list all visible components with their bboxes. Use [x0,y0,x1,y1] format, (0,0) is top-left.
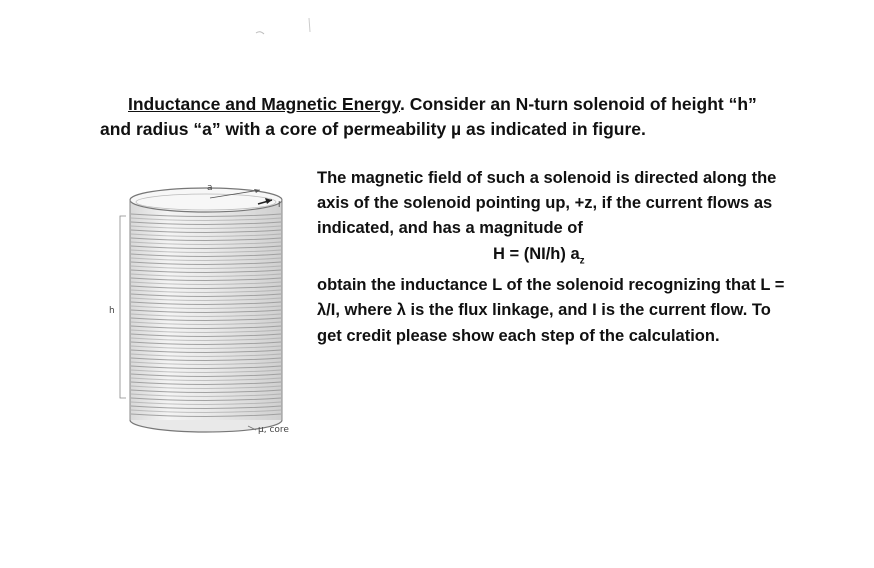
label-core: µ, core [258,425,289,435]
field-equation [317,242,797,274]
heading-line2: and radius “a” with a core of permeability µ as indicated in figure. [100,119,646,139]
body-paragraph-1: The magnetic field of such a solenoid is directed along the axis of the solenoid pointing up, +z, if the current flows as indicated, and has a magnitude of [317,169,777,238]
title-period: . [399,94,405,114]
problem-heading [100,92,800,142]
scan-mark [0,0,874,60]
label-current-i: I [278,200,281,209]
label-radius-a: a [207,183,213,193]
label-height-h: h [109,306,115,316]
heading-line1-rest: Consider an N-turn solenoid of height “h” [404,94,757,114]
problem-title: Inductance and Magnetic Energy [128,94,400,114]
solenoid-drawing [100,180,320,450]
solenoid-figure [100,180,320,450]
solenoid-top [130,188,282,212]
body-paragraph-2: obtain the inductance L of the solenoid recognizing that L = λ/I, where λ is the flux linkage, and I is the current flow. To get credit please show each step of the calculation. [317,276,785,345]
problem-body [317,166,797,349]
height-bracket [120,216,126,398]
equation-text: H = (NI/h) a [493,244,580,263]
equation-subscript: z [579,254,585,266]
